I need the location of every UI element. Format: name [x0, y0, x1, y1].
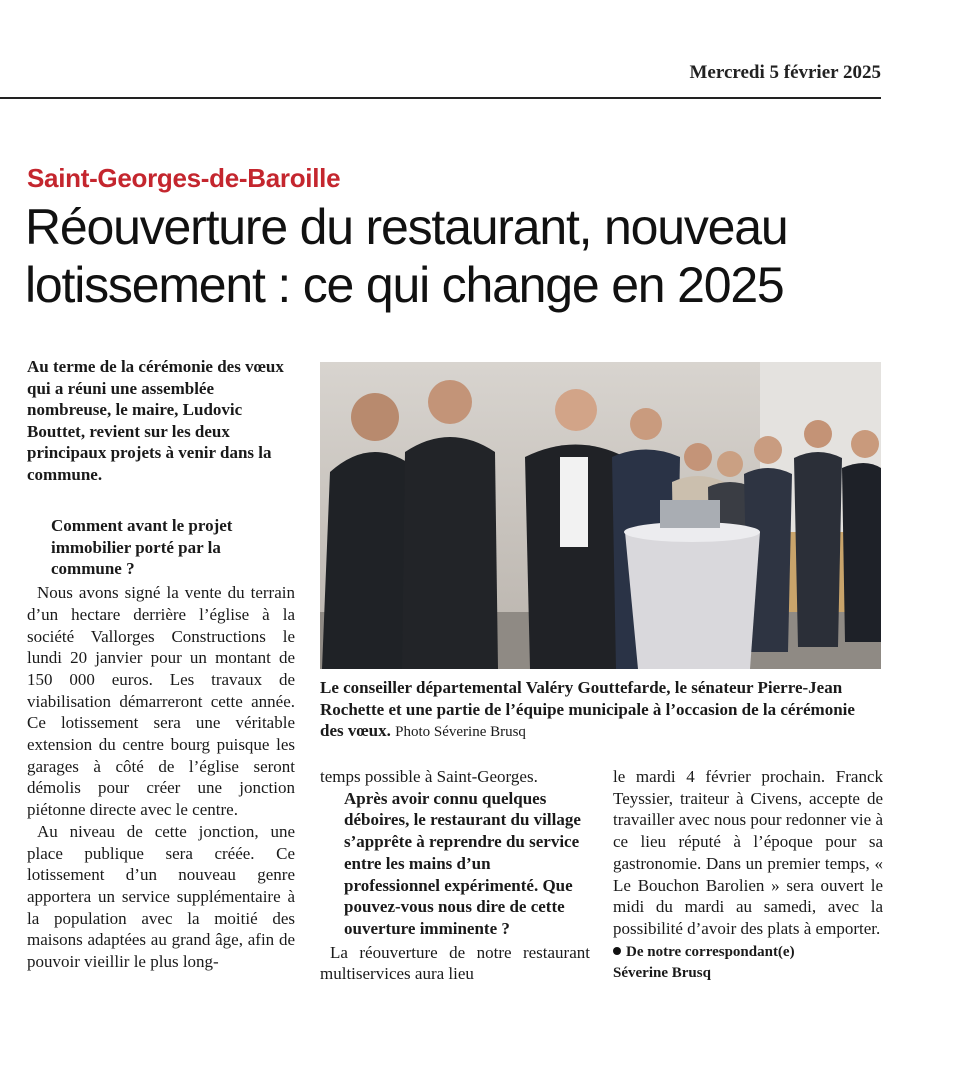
- answer-1-continuation: temps possible à Saint-Georges.: [320, 767, 538, 786]
- answer-1-paragraph-1: Nous avons signé la vente du terrain d’un hectare derrière l’église à la société Vallorges Constructions le lundi 20 janvier pour un montant de 150 000 euros. Les travaux de viabilisation démarreront cette année. Ce lotissement sera une véritable extension du centre bourg puisque les garages à côté de l’église seront démolis pour créer une jonction piétonne directe avec le centre.: [27, 583, 295, 820]
- column-1: [27, 515, 295, 973]
- article-headline: [25, 198, 905, 314]
- question-2: Après avoir connu quelques déboires, le restaurant du village s’apprête à reprendre du service entre les mains d’un professionnel expérimenté. Que pouvez-vous nous dire de cette ouverture imminente ?: [344, 788, 581, 938]
- people-photo-illustration: [320, 362, 881, 669]
- question-1: Comment avant le projet immobilier porté par la commune ?: [51, 516, 233, 579]
- answer-1-paragraph-2: Au niveau de cette jonction, une place publique sera créée. Ce lotissement d’un nouveau genre apportera un service supplémentaire à la population avec la moitié des maisons adaptées au grand âge, afin de pouvoir vieillir le plus long-: [27, 821, 295, 972]
- photo-caption: [320, 677, 880, 744]
- photo-credit: Photo Séverine Brusq: [395, 724, 526, 740]
- answer-2-continuation: le mardi 4 février prochain. Franck Teyssier, traiteur à Civens, accepte de travailler avec nous pour redonner vie à ce lieu réputé à l’époque pour sa gastronomie. Dans un premier temps, « Le Bouchon Barolien » sera ouvert le midi du mardi au samedi, avec la possibilité d’avoir des plats à emporter.: [613, 767, 883, 938]
- article-lead: Au terme de la cérémonie des vœux qui a réuni une assemblée nombreuse, le maire, Ludovic Bouttet, revient sur les deux principaux projets à venir dans la commune.: [27, 357, 284, 484]
- headline-line-1: Réouverture du restaurant, nouveau: [25, 199, 788, 255]
- byline-label: De notre correspondant(e): [626, 943, 795, 960]
- answer-2-paragraph-1: La réouverture de notre restaurant multiservices aura lieu: [320, 942, 590, 984]
- article-photo: [320, 362, 881, 669]
- headline-line-2: lotissement : ce qui change en 2025: [25, 257, 784, 313]
- column-2: [320, 766, 590, 985]
- header-rule: [0, 97, 881, 99]
- byline-name: Séverine Brusq: [613, 964, 711, 981]
- caption-text: Le conseiller départemental Valéry Gouttefarde, le sénateur Pierre-Jean Rochette et une partie de l’équipe municipale à l’occasion de la cérémonie des vœux.: [320, 678, 855, 740]
- column-3: [613, 766, 883, 984]
- article-kicker: Saint-Georges-de-Baroille: [27, 163, 341, 193]
- bullet-icon: [613, 947, 621, 955]
- issue-date: Mercredi 5 février 2025: [689, 62, 881, 83]
- byline: [613, 942, 883, 984]
